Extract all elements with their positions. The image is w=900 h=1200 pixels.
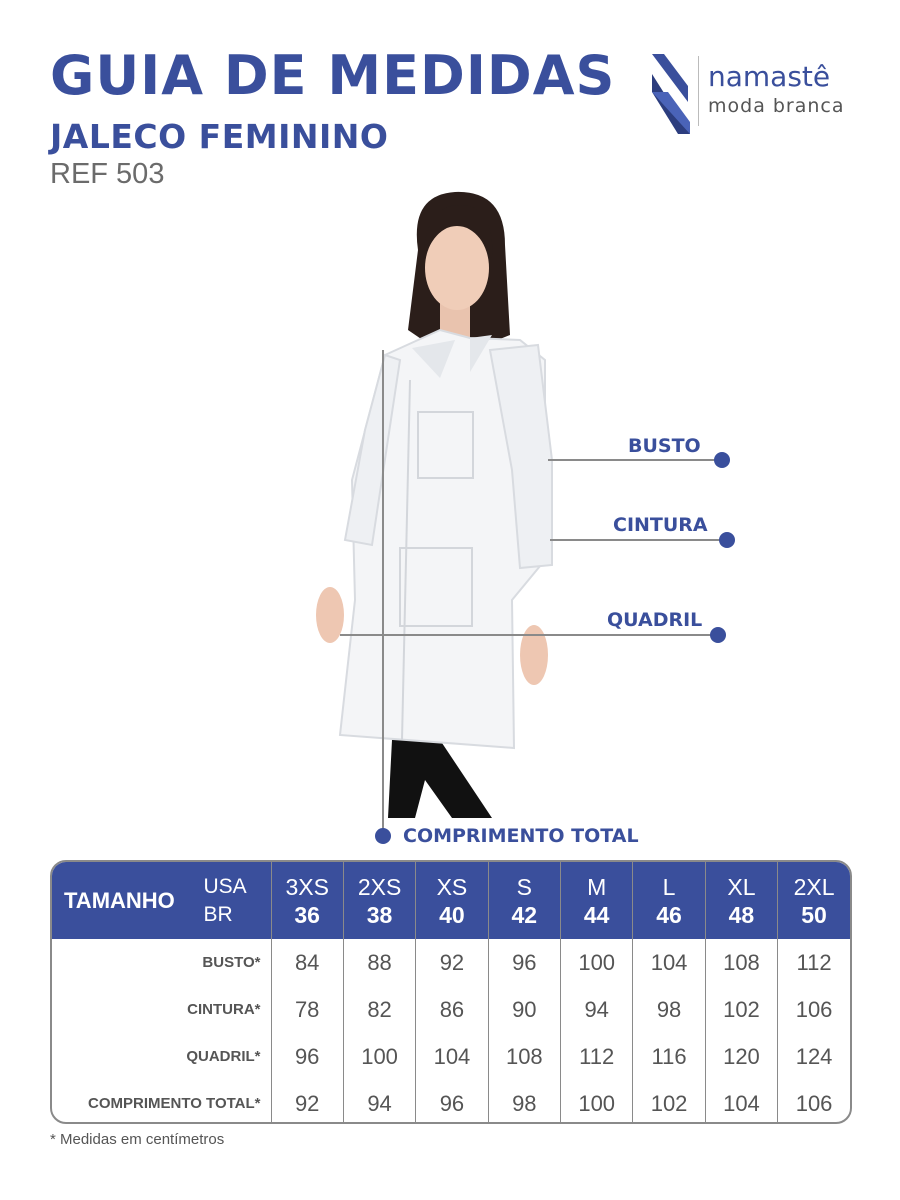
table-row [52, 986, 850, 1033]
br-label: BR [203, 902, 233, 926]
table-cell: 98 [488, 1080, 560, 1124]
table-cell: 106 [778, 1080, 850, 1124]
label-comprimento: COMPRIMENTO TOTAL [403, 825, 639, 847]
table-cell: 102 [633, 1080, 705, 1124]
table-cell: 112 [778, 939, 850, 986]
logo-tagline: moda branca [708, 95, 845, 117]
label-busto: BUSTO [628, 435, 701, 457]
table-cell: 104 [416, 1033, 488, 1080]
table-cell: 106 [778, 986, 850, 1033]
table-cell: 108 [705, 939, 777, 986]
table-cell: 84 [271, 939, 343, 986]
table-cell: 92 [271, 1080, 343, 1124]
table-cell: 86 [416, 986, 488, 1033]
table-cell: 104 [705, 1080, 777, 1124]
size-table [50, 860, 852, 1124]
table-cell: 82 [343, 986, 415, 1033]
table-cell: 96 [271, 1033, 343, 1080]
row-label: COMPRIMENTO TOTAL* [88, 1095, 261, 1112]
table-cell: 78 [271, 986, 343, 1033]
table-cell: 104 [633, 939, 705, 986]
size-header-row [52, 862, 850, 939]
table-cell: 102 [705, 986, 777, 1033]
logo-brand-name: namastê [708, 60, 831, 93]
size-col: M 44 [561, 862, 633, 939]
table-cell: 94 [343, 1080, 415, 1124]
size-col: 2XL 50 [778, 862, 850, 939]
product-subtitle: JALECO FEMININO [50, 117, 389, 156]
size-col: XS 40 [416, 862, 488, 939]
table-row [52, 1033, 850, 1080]
table-cell: 100 [343, 1033, 415, 1080]
tamanho-label: TAMANHO [64, 887, 175, 913]
table-cell: 100 [561, 939, 633, 986]
row-label: QUADRIL* [186, 1048, 261, 1065]
table-cell: 92 [416, 939, 488, 986]
table-cell: 124 [778, 1033, 850, 1080]
table-cell: 108 [488, 1033, 560, 1080]
size-col: 3XS 36 [271, 862, 343, 939]
size-header-cell [52, 862, 271, 939]
size-col: L 46 [633, 862, 705, 939]
table-row [52, 939, 850, 986]
page-title: GUIA DE MEDIDAS [50, 44, 616, 107]
table-cell: 98 [633, 986, 705, 1033]
table-cell: 96 [488, 939, 560, 986]
usa-label: USA [203, 874, 247, 898]
footnote: * Medidas em centímetros [50, 1131, 225, 1148]
label-cintura: CINTURA [613, 514, 708, 536]
table-cell: 112 [561, 1033, 633, 1080]
size-col: S 42 [488, 862, 560, 939]
row-label: CINTURA* [187, 1001, 261, 1018]
size-col: XL 48 [705, 862, 777, 939]
table-cell: 120 [705, 1033, 777, 1080]
table-cell: 88 [343, 939, 415, 986]
product-ref: REF 503 [50, 158, 165, 190]
table-cell: 96 [416, 1080, 488, 1124]
row-label: BUSTO* [202, 954, 261, 971]
label-quadril: QUADRIL [607, 609, 703, 631]
table-cell: 94 [561, 986, 633, 1033]
table-row [52, 1080, 850, 1124]
table-cell: 116 [633, 1033, 705, 1080]
table-cell: 90 [488, 986, 560, 1033]
size-col: 2XS 38 [343, 862, 415, 939]
table-cell: 100 [561, 1080, 633, 1124]
